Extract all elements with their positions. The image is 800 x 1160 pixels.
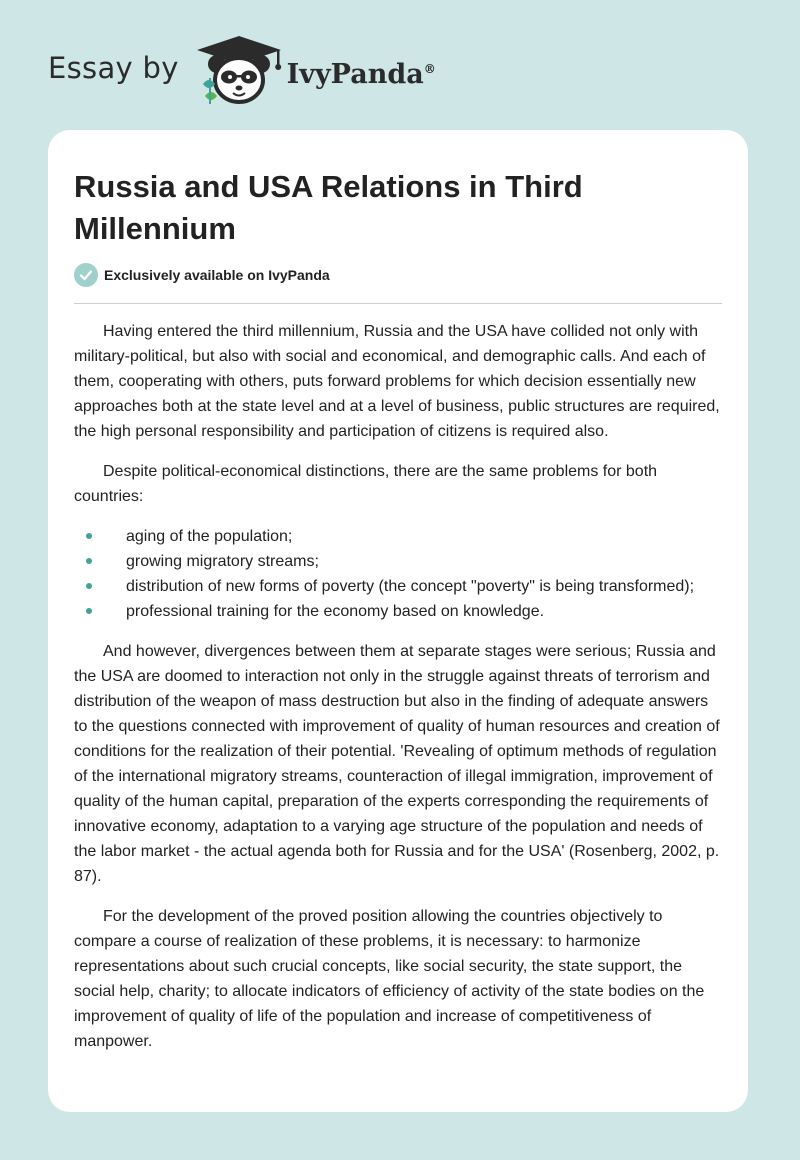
list-item: aging of the population; bbox=[74, 524, 724, 549]
page-title: Russia and USA Relations in Third Millennium bbox=[74, 169, 583, 246]
bullet-icon bbox=[86, 583, 92, 589]
ivypanda-logo-icon[interactable] bbox=[193, 34, 285, 108]
paragraph: For the development of the proved position allowing the countries objectively to compare a course of realization of these problems, it is necessary: to harmonize representations about such crucial concepts, like social security, the state support, the social help, charity; to allocate indicators of efficiency of activity of the state bodies on the improvement of quality of life of the population and increase of competitiveness of manpower. bbox=[74, 908, 705, 1050]
divider bbox=[74, 303, 722, 304]
bullet-icon bbox=[86, 558, 92, 564]
paragraph: And however, divergences between them at separate stages were serious; Russia and the USA are doomed to interaction not only in the struggle against threats of terrorism and distribution of the weapon of mass destruction but also in the finding of adequate answers to the questions connected with improvement of quality of human resources and creation of conditions for the realization of their potential. 'Revealing of optimum methods of regulation of the international migratory streams, counteraction of illegal immigration, improvement of quality of the human capital, preparation of the experts corresponding the requirements of innovative economy, adaptation to a varying age structure of the population and needs of the labor market - the actual agenda both for Russia and for the USA' (Rosenberg, 2002, p. 87). bbox=[74, 643, 720, 885]
registered-mark: ® bbox=[423, 61, 436, 76]
exclusive-badge-label: Exclusively available on IvyPanda bbox=[104, 267, 330, 283]
paragraph: Having entered the third millennium, Russia and the USA have collided not only with military-political, but also with social and economical, and demographic calls. And each of them, cooperating with others, puts forward problems for which decision essentially new approaches both at the state level and at a level of business, public structures are required, the high personal responsibility and participation of citizens is required also. bbox=[74, 323, 720, 440]
paragraph: Despite political-economical distinctions, there are the same problems for both countries: bbox=[74, 463, 658, 505]
list-item: professional training for the economy based on knowledge. bbox=[74, 599, 724, 624]
problem-list bbox=[74, 524, 724, 624]
essay-card bbox=[48, 130, 748, 1112]
essay-by-label: Essay by bbox=[48, 51, 179, 85]
brand-name[interactable]: IvyPanda® bbox=[286, 58, 436, 90]
essay-body bbox=[74, 319, 724, 1069]
bullet-icon bbox=[86, 608, 92, 614]
site-header bbox=[48, 34, 436, 108]
exclusive-badge bbox=[74, 263, 330, 287]
bullet-icon bbox=[86, 533, 92, 539]
list-item: distribution of new forms of poverty (the concept "poverty" is being transformed); bbox=[74, 574, 724, 599]
check-icon bbox=[74, 263, 98, 287]
list-item: growing migratory streams; bbox=[74, 549, 724, 574]
